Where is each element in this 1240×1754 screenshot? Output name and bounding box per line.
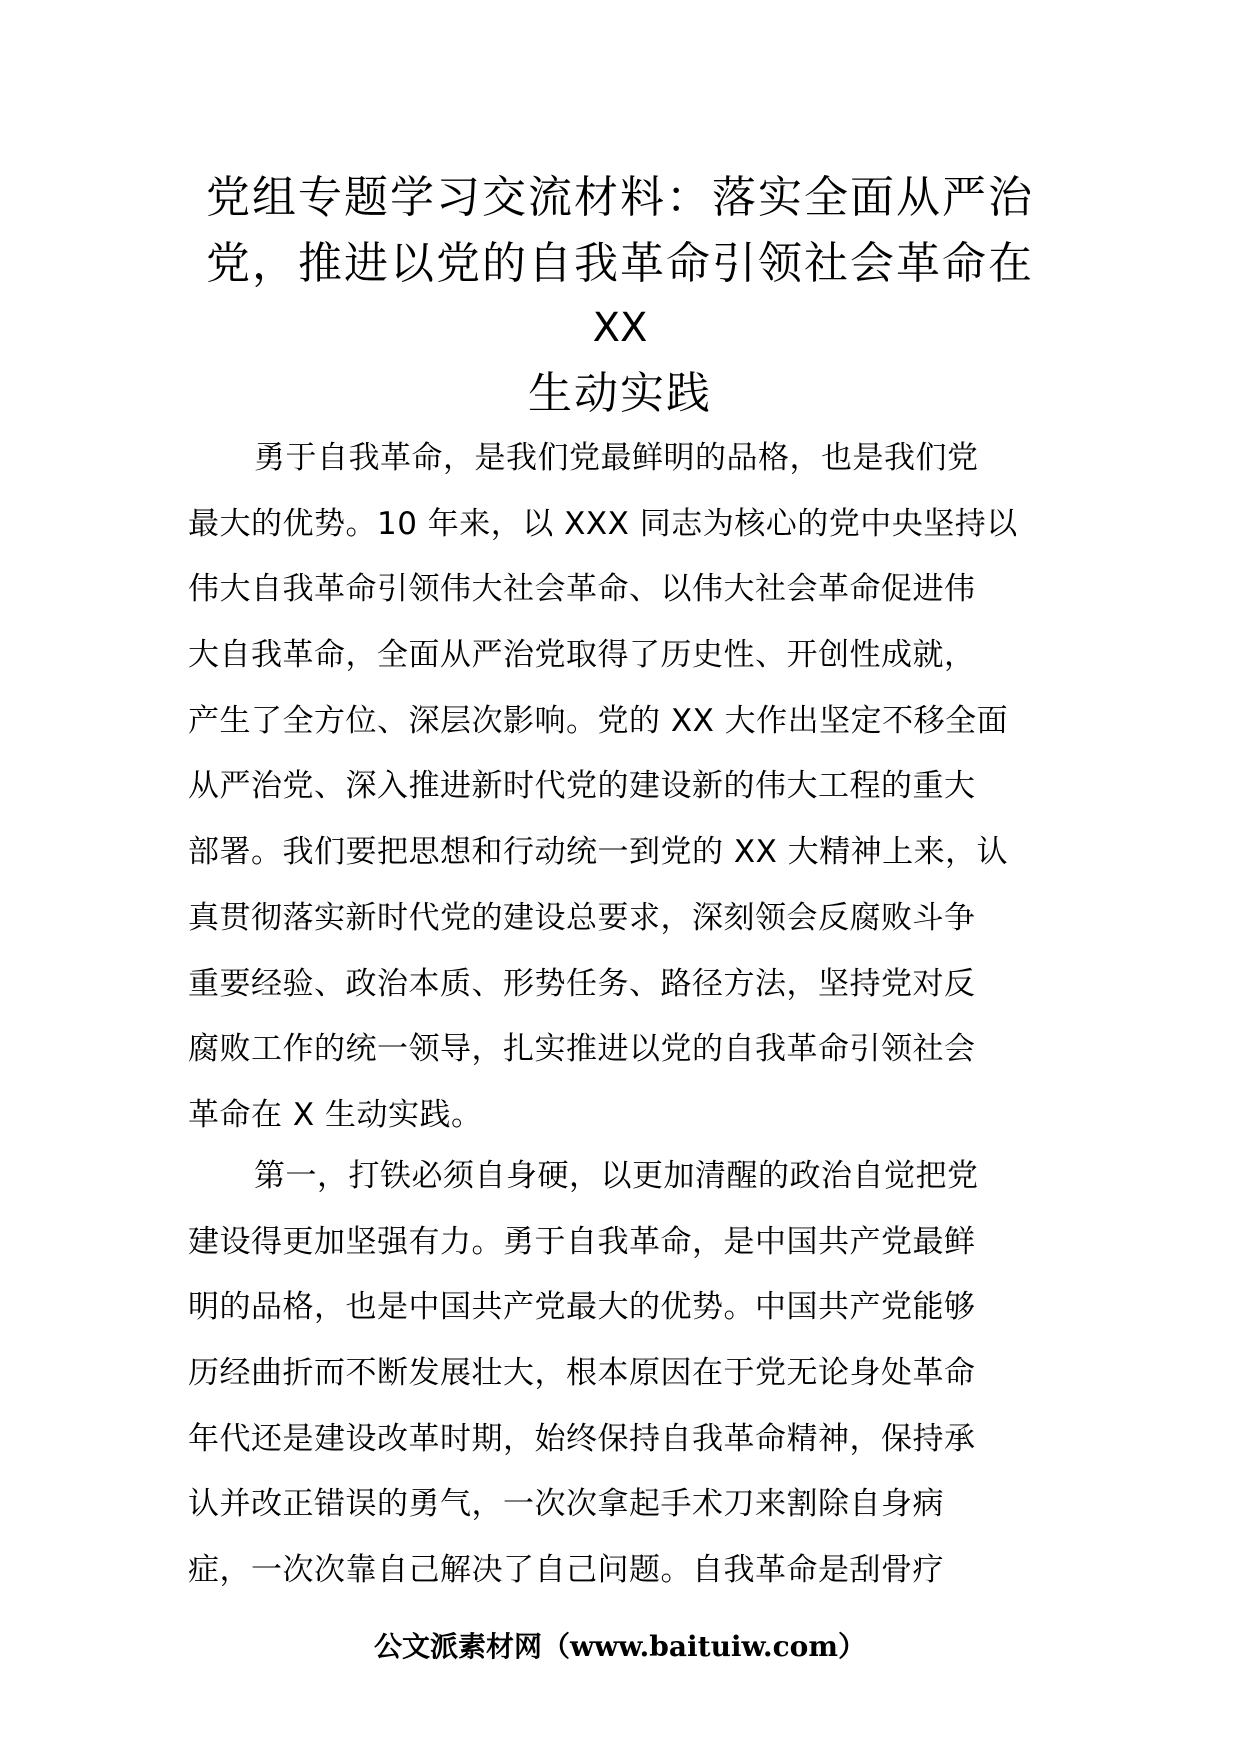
paragraph-line: 真贯彻落实新时代党的建设总要求，深刻领会反腐败斗争 <box>188 899 976 936</box>
paragraph-line: 腐败工作的统一领导，扎实推进以党的自我革命引领社会 <box>188 1031 976 1068</box>
paragraph-line: 勇于自我革命，是我们党最鲜明的品格，也是我们党 <box>254 440 979 476</box>
paragraph-line: 症，一次次靠自己解决了自己问题。自我革命是刮骨疗 <box>188 1552 944 1589</box>
title-line-1: 党组专题学习交流材料：落实全面从严治 <box>206 172 1034 223</box>
paragraph-2 <box>188 1144 1052 1604</box>
title-line-2: 党，推进以党的自我革命引领社会革命在 <box>206 238 1034 289</box>
paragraph-line: 部署。我们要把思想和行动统一到党的 XX 大精神上来，认 <box>188 834 1009 871</box>
paragraph-line: 产生了全方位、深层次影响。党的 XX 大作出坚定不移全面 <box>188 702 1009 739</box>
title-line-3: XX <box>592 305 648 351</box>
paragraph-line: 革命在 X 生动实践。 <box>188 1096 483 1133</box>
paragraph-line: 从严治党、深入推进新时代党的建设新的伟大工程的重大 <box>188 768 976 805</box>
title-line-4: 生动实践 <box>528 368 712 419</box>
paragraph-line: 认并改正错误的勇气，一次次拿起手术刀来割除自身病 <box>188 1486 944 1523</box>
paragraph-line: 建设得更加坚强有力。勇于自我革命，是中国共产党最鲜 <box>188 1223 976 1260</box>
paragraph-line: 重要经验、政治本质、形势任务、路径方法，坚持党对反 <box>188 965 976 1002</box>
paragraph-line: 伟大自我革命引领伟大社会革命、以伟大社会革命促进伟 <box>188 571 976 608</box>
section-heading-line: 第一，打铁必须自身硬，以更加清醒的政治自觉把党 <box>254 1158 979 1194</box>
paragraph-line: 年代还是建设改革时期，始终保持自我革命精神，保持承 <box>188 1420 976 1457</box>
paragraph-line: 最大的优势。10 年来，以 XXX 同志为核心的党中央坚持以 <box>188 505 1018 542</box>
paragraph-line: 明的品格，也是中国共产党最大的优势。中国共产党能够 <box>188 1289 976 1326</box>
footer-watermark: 公文派素材网（www.baituiw.com） <box>374 1630 866 1663</box>
paragraph-line: 历经曲折而不断发展壮大，根本原因在于党无论身处革命 <box>188 1355 976 1392</box>
paragraph-1 <box>188 426 1052 1149</box>
paragraph-line: 大自我革命，全面从严治党取得了历史性、开创性成就， <box>188 637 976 674</box>
